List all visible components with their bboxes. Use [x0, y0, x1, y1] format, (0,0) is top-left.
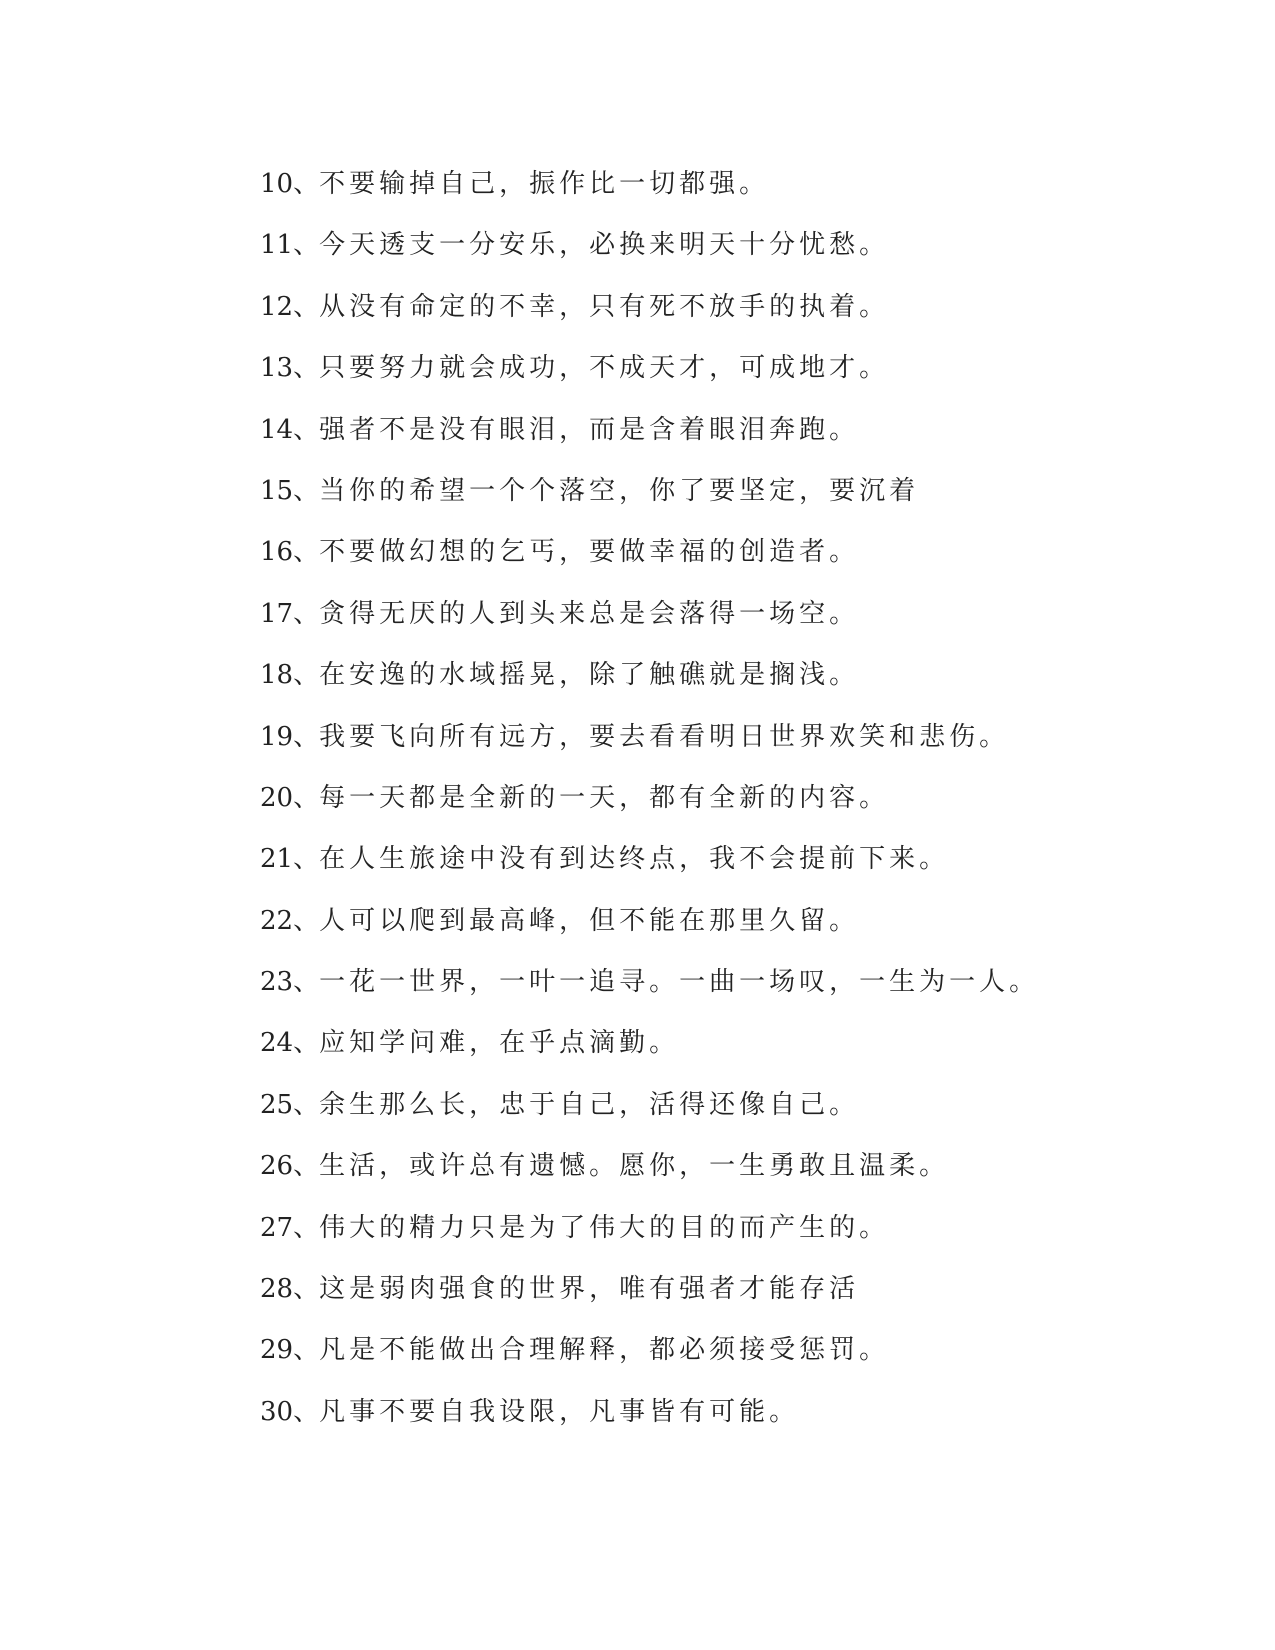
item-text: 只要努力就会成功，不成天才，可成地才。 — [319, 353, 890, 384]
item-text: 在人生旅途中没有到达终点，我不会提前下来。 — [319, 844, 950, 875]
item-text: 在安逸的水域摇晃，除了触礁就是搁浅。 — [319, 660, 860, 691]
quote-list — [260, 164, 1039, 1453]
item-number: 27、 — [260, 1212, 320, 1243]
item-number: 24、 — [260, 1028, 320, 1059]
item-text: 生活，或许总有遗憾。愿你，一生勇敢且温柔。 — [319, 1151, 950, 1182]
item-text: 应知学问难，在乎点滴勤。 — [319, 1028, 680, 1059]
item-number: 19、 — [260, 721, 320, 752]
item-text: 伟大的精力只是为了伟大的目的而产生的。 — [319, 1212, 890, 1243]
item-text: 一花一世界，一叶一追寻。一曲一场叹，一生为一人。 — [319, 967, 1040, 998]
item-number: 18、 — [260, 660, 320, 691]
item-number: 26、 — [260, 1151, 320, 1182]
list-item — [260, 901, 1039, 962]
item-text: 凡事不要自我设限，凡事皆有可能。 — [319, 1396, 800, 1427]
item-number: 21、 — [260, 844, 320, 875]
item-text: 余生那么长，忠于自己，活得还像自己。 — [319, 1089, 860, 1120]
item-number: 25、 — [260, 1089, 320, 1120]
list-item — [260, 1330, 1039, 1391]
item-text: 强者不是没有眼泪，而是含着眼泪奔跑。 — [319, 414, 860, 445]
item-number: 11、 — [260, 230, 320, 261]
item-text: 今天透支一分安乐，必换来明天十分忧愁。 — [319, 230, 890, 261]
item-number: 13、 — [260, 353, 320, 384]
list-item — [260, 839, 1039, 900]
list-item — [260, 1392, 1039, 1453]
item-text: 凡是不能做出合理解释，都必须接受惩罚。 — [319, 1335, 890, 1366]
list-item — [260, 348, 1039, 409]
item-text: 不要做幻想的乞丐，要做幸福的创造者。 — [319, 537, 860, 568]
item-number: 30、 — [260, 1396, 320, 1427]
list-item — [260, 962, 1039, 1023]
item-number: 28、 — [260, 1274, 320, 1305]
item-text: 当你的希望一个个落空，你了要坚定，要沉着 — [319, 475, 920, 506]
item-number: 16、 — [260, 537, 320, 568]
list-item — [260, 287, 1039, 348]
item-number: 15、 — [260, 475, 320, 506]
list-item — [260, 225, 1039, 286]
item-number: 20、 — [260, 782, 320, 813]
list-item — [260, 164, 1039, 225]
list-item — [260, 1085, 1039, 1146]
item-text: 这是弱肉强食的世界，唯有强者才能存活 — [319, 1274, 860, 1305]
item-text: 贪得无厌的人到头来总是会落得一场空。 — [319, 598, 860, 629]
item-text: 我要飞向所有远方，要去看看明日世界欢笑和悲伤。 — [319, 721, 1010, 752]
item-number: 29、 — [260, 1335, 320, 1366]
item-number: 17、 — [260, 598, 320, 629]
list-item — [260, 1269, 1039, 1330]
item-number: 23、 — [260, 967, 320, 998]
list-item — [260, 1146, 1039, 1207]
list-item — [260, 410, 1039, 471]
item-number: 10、 — [260, 169, 320, 199]
list-item — [260, 532, 1039, 593]
item-number: 22、 — [260, 905, 320, 936]
item-text: 从没有命定的不幸，只有死不放手的执着。 — [319, 291, 890, 322]
item-text: 不要输掉自己，振作比一切都强。 — [319, 169, 770, 199]
list-item — [260, 1023, 1039, 1084]
list-item — [260, 717, 1039, 778]
item-text: 每一天都是全新的一天，都有全新的内容。 — [319, 782, 890, 813]
list-item — [260, 471, 1039, 532]
list-item — [260, 778, 1039, 839]
item-text: 人可以爬到最高峰，但不能在那里久留。 — [319, 905, 860, 936]
list-item — [260, 594, 1039, 655]
list-item — [260, 655, 1039, 716]
item-number: 12、 — [260, 291, 320, 322]
list-item — [260, 1208, 1039, 1269]
item-number: 14、 — [260, 414, 320, 445]
